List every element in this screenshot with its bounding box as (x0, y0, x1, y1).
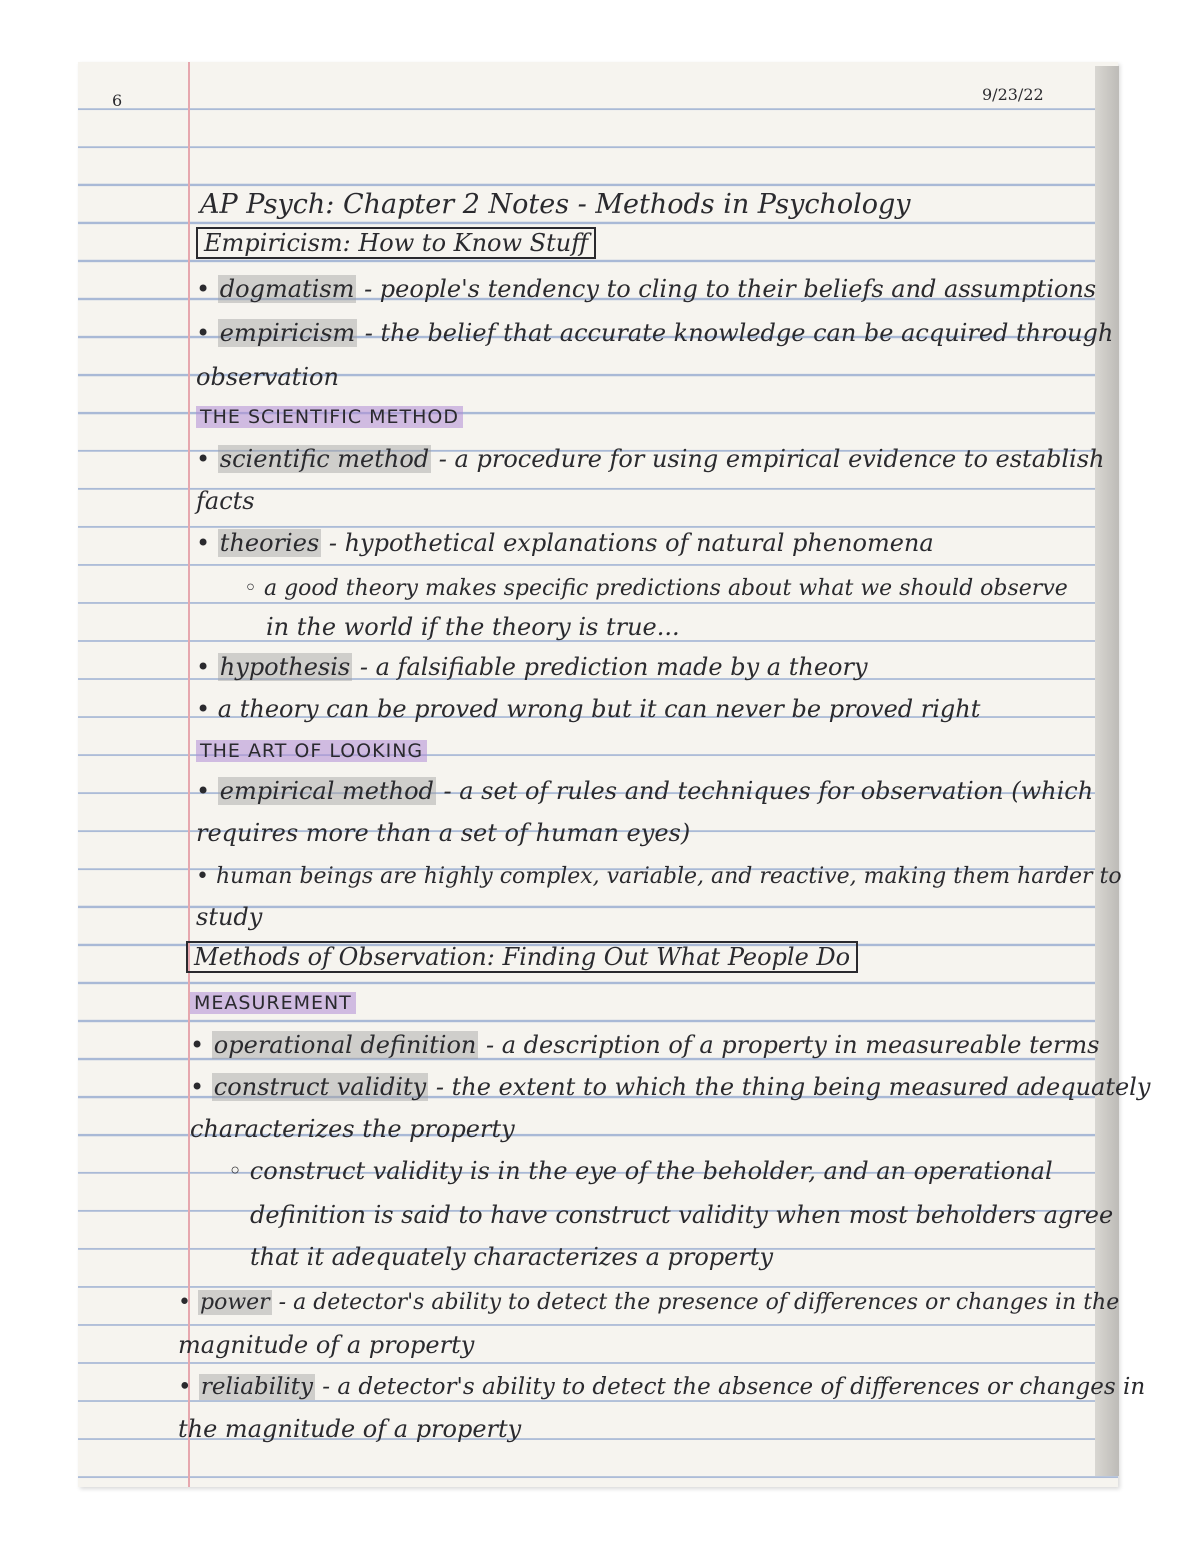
note-empiricism-cont: observation (196, 363, 339, 391)
note-empirical-method: • empirical method - a set of rules and techniques for observation (which (196, 777, 1094, 805)
note-construct-validity: • construct validity - the extent to which the thing being measured adequately (190, 1073, 1151, 1101)
note-power-cont: magnitude of a property (178, 1331, 475, 1359)
note-operational-definition: • operational definition - a description of a property in measureable terms (190, 1031, 1100, 1059)
term-hypothesis: hypothesis (219, 653, 351, 681)
term-operational-definition: operational definition (213, 1031, 477, 1059)
term-power: power (199, 1290, 270, 1315)
note-human-beings-cont: study (196, 903, 263, 931)
term-scientific-method: scientific method (219, 445, 430, 473)
heading-measurement: MEASUREMENT (190, 988, 356, 1018)
date: 9/23/22 (982, 85, 1044, 104)
page-title: AP Psych: Chapter 2 Notes - Methods in Psychology (200, 189, 911, 220)
note-scientific-method: • scientific method - a procedure for using empirical evidence to establish (196, 445, 1105, 473)
term-empiricism: empiricism (219, 319, 356, 347)
margin-line (188, 62, 190, 1487)
term-construct-validity: construct validity (213, 1073, 427, 1101)
page-edge (1095, 66, 1119, 1476)
heading-scientific-method: THE SCIENTIFIC METHOD (196, 402, 463, 432)
note-dogmatism: • dogmatism - people's tendency to cling to their beliefs and assumptions (196, 275, 1097, 303)
subnote-eye-of-beholder: ◦ construct validity is in the eye of the beholder, and an operational (228, 1157, 1053, 1185)
note-empirical-method-cont: requires more than a set of human eyes) (196, 819, 691, 847)
note-construct-validity-cont: characterizes the property (190, 1115, 515, 1143)
section-box-empiricism: Empiricism: How to Know Stuff (196, 228, 596, 258)
subnote-good-theory-cont: in the world if the theory is true... (266, 613, 680, 641)
note-power: • power - a detector's ability to detect the presence of differences or changes in the (178, 1290, 1120, 1315)
page-number: 6 (112, 91, 123, 110)
note-empiricism: • empiricism - the belief that accurate knowledge can be acquired through (196, 319, 1114, 347)
note-hypothesis: • hypothesis - a falsifiable prediction made by a theory (196, 653, 868, 681)
heading-art-of-looking: THE ART OF LOOKING (196, 736, 427, 766)
term-empirical-method: empirical method (219, 777, 434, 805)
subnote-good-theory: ◦ a good theory makes specific predictions about what we should observe (244, 576, 1068, 601)
note-reliability: • reliability - a detector's ability to detect the absence of differences or changes in (178, 1374, 1146, 1400)
term-theories: theories (219, 529, 320, 557)
note-human-beings: • human beings are highly complex, variable, and reactive, making them harder to (196, 864, 1122, 889)
subnote-eye-of-beholder-cont1: definition is said to have construct validity when most beholders agree (250, 1201, 1114, 1229)
subnote-eye-of-beholder-cont2: that it adequately characterizes a property (250, 1243, 774, 1271)
note-scientific-method-cont: facts (196, 487, 255, 515)
term-reliability: reliability (200, 1374, 313, 1400)
term-dogmatism: dogmatism (219, 275, 355, 303)
note-reliability-cont: the magnitude of a property (178, 1415, 522, 1443)
note-theories: • theories - hypothetical explanations of natural phenomena (196, 529, 934, 557)
note-theory-proved: • a theory can be proved wrong but it can never be proved right (196, 695, 981, 723)
section-box-observation: Methods of Observation: Finding Out What People Do (186, 942, 858, 972)
